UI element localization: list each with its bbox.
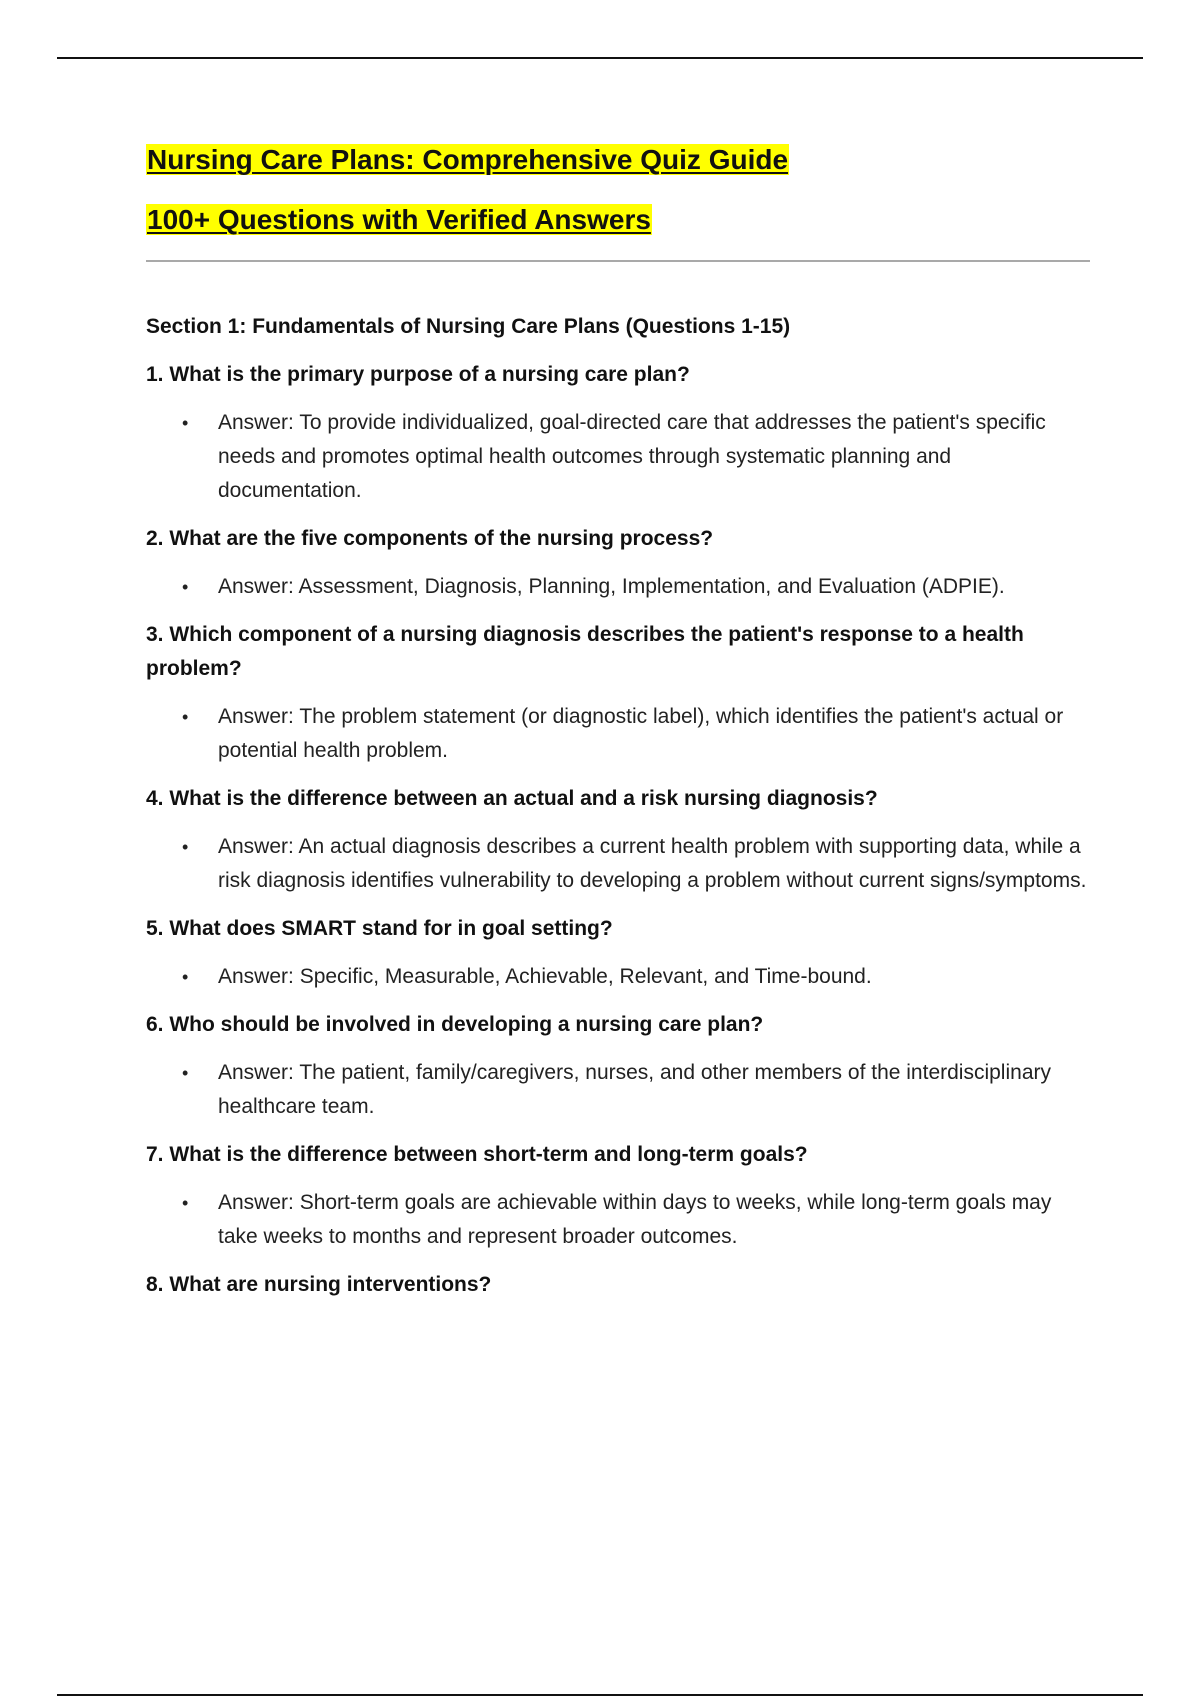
page-bottom-rule bbox=[57, 1694, 1143, 1696]
answer-row bbox=[146, 406, 1090, 508]
document-subtitle bbox=[146, 200, 1090, 240]
bullet-icon: • bbox=[182, 1193, 189, 1213]
answer-text: Answer: An actual diagnosis describes a current health problem with supporting data, while a risk diagnosis identifies vulnerability to developing a problem without current signs/symptoms. bbox=[218, 835, 1087, 892]
bullet-icon: • bbox=[182, 707, 189, 727]
document-body bbox=[146, 140, 1090, 1302]
answer-text: Answer: Specific, Measurable, Achievable, Relevant, and Time-bound. bbox=[218, 965, 872, 988]
answer-text: Answer: The problem statement (or diagnostic label), which identifies the patient's actual or potential health problem. bbox=[218, 705, 1064, 762]
document-title bbox=[146, 140, 1090, 180]
bullet-icon: • bbox=[182, 577, 189, 597]
question-text: 3. Which component of a nursing diagnosis describes the patient's response to a health problem? bbox=[146, 623, 1024, 680]
title-divider bbox=[146, 260, 1090, 262]
question-item bbox=[146, 912, 1090, 994]
question-item bbox=[146, 522, 1090, 604]
answer-row bbox=[146, 830, 1090, 898]
answer-row bbox=[146, 570, 1090, 604]
document-subtitle-text: 100+ Questions with Verified Answers bbox=[147, 204, 651, 235]
section-heading: Section 1: Fundamentals of Nursing Care Plans (Questions 1-15) bbox=[146, 315, 791, 338]
answer-text: Answer: To provide individualized, goal-directed care that addresses the patient's specific needs and promotes optimal health outcomes through systematic planning and documentation. bbox=[218, 411, 1046, 502]
question-item bbox=[146, 1138, 1090, 1254]
document-title-text: Nursing Care Plans: Comprehensive Quiz Guide bbox=[147, 144, 789, 175]
question-text: 2. What are the five components of the nursing process? bbox=[146, 527, 714, 550]
question-text: 1. What is the primary purpose of a nursing care plan? bbox=[146, 363, 690, 386]
answer-text: Answer: Assessment, Diagnosis, Planning, Implementation, and Evaluation (ADPIE). bbox=[218, 575, 1005, 598]
question-text: 5. What does SMART stand for in goal setting? bbox=[146, 917, 613, 940]
answer-row bbox=[146, 1186, 1090, 1254]
question-text: 6. Who should be involved in developing a nursing care plan? bbox=[146, 1013, 764, 1036]
bullet-icon: • bbox=[182, 837, 189, 857]
answer-text: Answer: The patient, family/caregivers, nurses, and other members of the interdisciplinary healthcare team. bbox=[218, 1061, 1051, 1118]
bullet-icon: • bbox=[182, 413, 189, 433]
bullet-icon: • bbox=[182, 967, 189, 987]
question-item bbox=[146, 358, 1090, 508]
question-text: 7. What is the difference between short-term and long-term goals? bbox=[146, 1143, 808, 1166]
answer-row bbox=[146, 700, 1090, 768]
question-text: 8. What are nursing interventions? bbox=[146, 1273, 492, 1296]
question-item bbox=[146, 618, 1090, 768]
question-item bbox=[146, 1008, 1090, 1124]
answer-text: Answer: Short-term goals are achievable within days to weeks, while long-term goals may take weeks to months and represent broader outcomes. bbox=[218, 1191, 1052, 1248]
question-text: 4. What is the difference between an actual and a risk nursing diagnosis? bbox=[146, 787, 878, 810]
question-item bbox=[146, 782, 1090, 898]
bullet-icon: • bbox=[182, 1063, 189, 1083]
page-top-rule bbox=[57, 57, 1143, 59]
question-item bbox=[146, 1268, 1090, 1302]
answer-row bbox=[146, 960, 1090, 994]
answer-row bbox=[146, 1056, 1090, 1124]
question-list bbox=[146, 358, 1090, 1302]
